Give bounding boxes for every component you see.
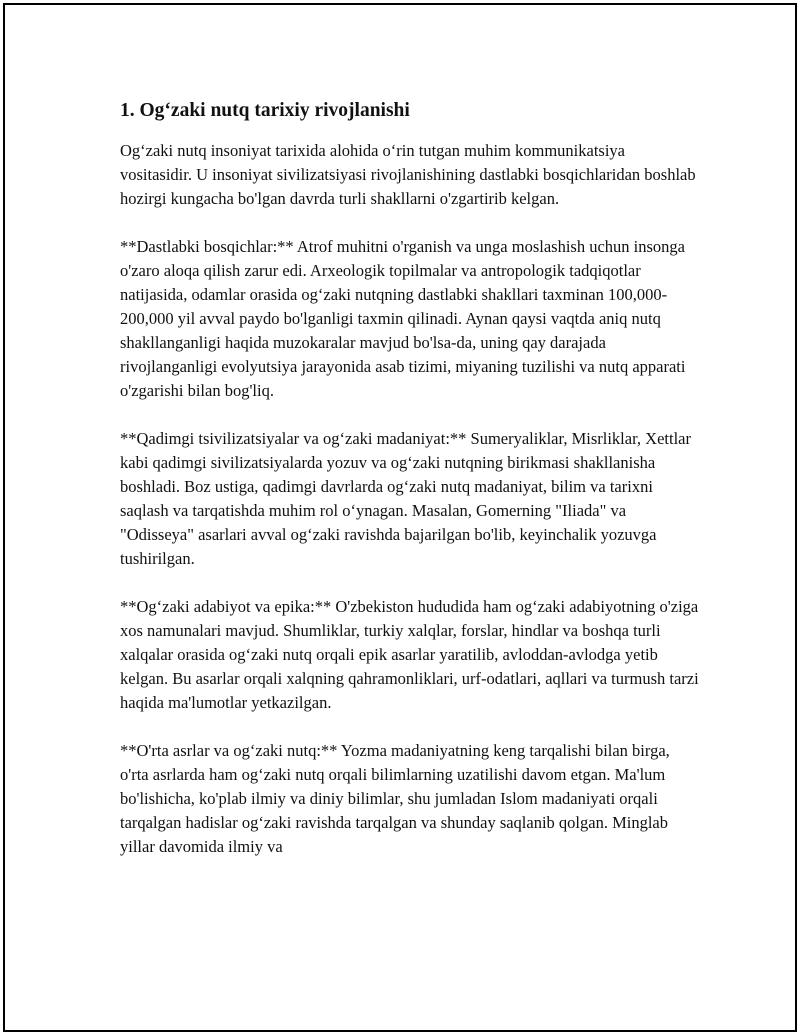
paragraph-middle-ages: **O'rta asrlar va og‘zaki nutq:** Yozma madaniyatning keng tarqalishi bilan birga, o'rta asrlarda ham og‘zaki nutq orqali bilimlarning uzatilishi davom etgan. Ma'lum bo'lishicha, ko'plab ilmiy va diniy bilimlar, shu jumladan Islom madaniyati orqali tarqalgan hadislar og‘zaki ravishda tarqalgan va shunday saqlanib qolgan. Minglab yillar davomida ilmiy va xyxy=(120,741,670,856)
paragraph-oral-literature: **Og‘zaki adabiyot va epika:** O'zbekiston hududida ham og‘zaki adabiyotning o'ziga xos namunalari mavjud. Shumliklar, turkiy xalqlar, forslar, hindlar va boshqa turli xalqalar orasida og‘zaki nutq orqali epik asarlar yaratilib, avloddan-avlodga yetib kelgan. Bu asarlar orqali xalqning qahramonliklari, urf-odatlari, aqllari va turmush tarzi haqida ma'lumotlar yetkazilgan. xyxy=(120,597,699,712)
page-frame xyxy=(3,3,797,1032)
section-heading: 1. Og‘zaki nutq tarixiy rivojlanishi xyxy=(120,100,410,121)
paragraph-ancient-civilizations: **Qadimgi tsivilizatsiyalar va og‘zaki madaniyat:** Sumeryaliklar, Misrliklar, Xettlar kabi qadimgi sivilizatsiyalarda yozuv va og‘zaki nutqning birikmasi shakllanisha boshladi. Boz ustiga, qadimgi davrlarda og‘zaki nutq madaniyat, bilim va tarixni saqlash va tarqatishda muhim rol o‘ynagan. Masalan, Gomerning "Iliada" va "Odisseya" asarlari avval og‘zaki ravishda bajarilgan bo'lib, keyinchalik yozuvga tushirilgan. xyxy=(120,429,691,568)
paragraph-intro: Og‘zaki nutq insoniyat tarixida alohida o‘rin tutgan muhim kommunikatsiya vositasidir. U insoniyat sivilizatsiyasi rivojlanishining dastlabki bosqichlaridan boshlab hozirgi kungacha bo'lgan davrda turli shakllarni o'zgartirib kelgan. xyxy=(120,141,696,208)
paragraph-early-stages: **Dastlabki bosqichlar:** Atrof muhitni o'rganish va unga moslashish uchun insonga o'zaro aloqa qilish zarur edi. Arxeologik topilmalar va antropologik tadqiqotlar natijasida, odamlar orasida og‘zaki nutqning dastlabki shakllari taxminan 100,000-200,000 yil avval paydo bo'lganligi taxmin qilinadi. Aynan qaysi vaqtda aniq nutq shakllanganligi haqida muzokaralar mavjud bo'lsa-da, uning qay darajada rivojlanganligi evolyutsiya jarayonida asab tizimi, miyaning tuzilishi va nutq apparati o'zgarishi bilan bog'liq. xyxy=(120,237,686,400)
document-body xyxy=(120,98,700,883)
